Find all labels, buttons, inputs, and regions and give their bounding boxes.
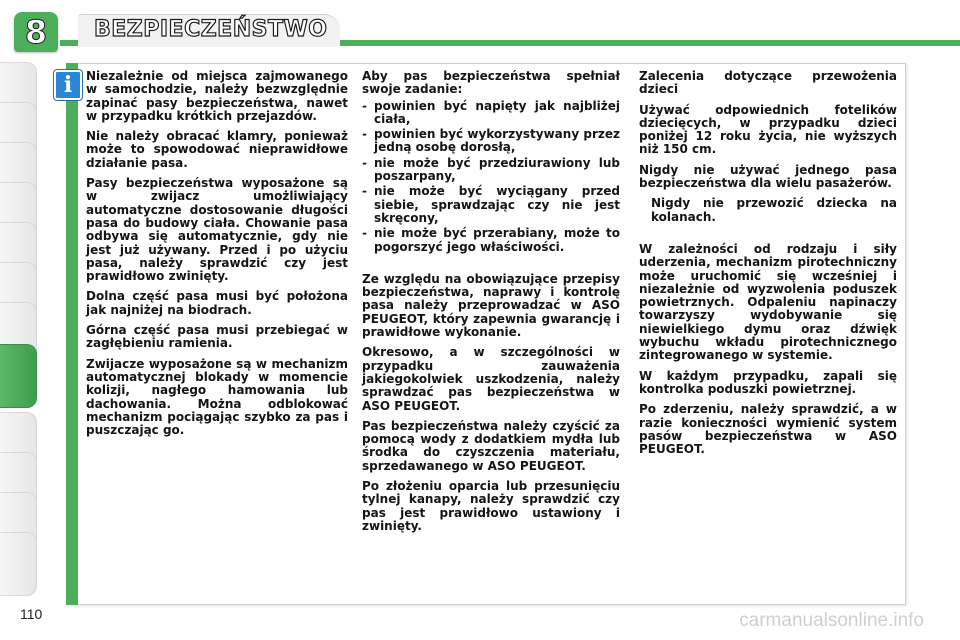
paragraph: Pasy bezpieczeństwa wyposażone są w zwijacz umożliwiający automatyczne dostosowanie długości pasa do budowy ciała. Chowanie pasa odbywa się automatycznie, gdy nie jest już używany. Przed i po użyciu pasa, należy sprawdzić czy jest prawidłowo zwinięty. [86, 176, 348, 284]
paragraph: Używać odpowiednich fotelików dziecięcych, w przypadku dzieci poniżej 12 roku życia, nie wyższych niż 150 cm. [639, 102, 897, 157]
page-title: BEZPIECZEŃSTWO [94, 17, 328, 42]
paragraph: Nigdy nie używać jednego pasa bezpieczeństwa dla wielu pasażerów. [639, 162, 897, 191]
chapter-number: 8 [24, 13, 48, 51]
requirements-list [362, 100, 620, 254]
paragraph: Okresowo, a w szczególności w przypadku zauważenia jakiegokolwiek uszkodzenia, należy sprawdzać pas bezpieczeństwa w ASO PEUGEOT. [362, 345, 620, 413]
column-left [86, 70, 348, 444]
info-icon: i [54, 70, 82, 100]
info-strip [66, 63, 78, 605]
paragraph: W każdym przypadku, zapali się kontrolka poduszki powietrznej. [639, 368, 897, 396]
paragraph: Niezależnie od miejsca zajmowanego w samochodzie, należy bezwzględnie zapinać pasy bezpieczeństwa, nawet w przypadku krótkich przejazdów. [86, 69, 348, 123]
paragraph: Po złożeniu oparcia lub przesunięciu tylnej kanapy, należy sprawdzić czy pas jest prawidłowo ustawiony i zwinięty. [362, 479, 620, 533]
lead-rest: mechanizm pirotechniczny może uruchomić się wcześniej i niezależnie od wyzwolenia poduszek powietrznych. Odpaleniu napinaczy towarzyszy wydobywanie się niewielkiego dymu oraz dźwięk wybuchu wkładu pirotechnicznego zintegrowanego w systemie. [639, 255, 897, 363]
paragraph: Nigdy nie przewozić dziecka na kolanach. [651, 196, 897, 224]
paragraph: Ze względu na obowiązujące przepisy bezpieczeństwa, naprawy i kontrolę pasa należy przeprowadzać w ASO PEUGEOT, który zapewnia gwarancję i prawidłowe wykonanie. [362, 271, 620, 340]
paragraph: Zwijacze wyposażone są w mechanizm automatycznej blokady w momencie kolizji, nagłego hamowania lub dachowania. Można odblokować mechanizm pociągając szybko za pas i puszczając go. [86, 356, 348, 438]
chapter-badge [14, 12, 58, 52]
column-middle [362, 70, 620, 540]
list-item: - nie może być przedziurawiony lub poszarpany, [362, 157, 620, 184]
chapter-tab-active[interactable] [0, 344, 37, 408]
paragraph-pretensioner [639, 243, 897, 363]
list-item: - nie może być przerabiany, może to pogorszyć jego właściwości. [362, 227, 620, 254]
chapter-tab[interactable] [0, 532, 37, 596]
section-heading: Zalecenia dotyczące przewożenia dzieci [639, 69, 897, 97]
lead-phrase: W zależności od rodzaju i siły uderzenia, [639, 241, 897, 270]
paragraph: Dolna część pasa musi być położona jak najniżej na biodrach. [86, 289, 348, 317]
paragraph: Górna część pasa musi przebiegać w zagłębieniu ramienia. [86, 323, 348, 351]
list-item: - powinien być napięty jak najbliżej ciała, [362, 100, 620, 127]
paragraph: Nie należy obracać klamry, ponieważ może to spowodować nieprawidłowe działanie pasa. [86, 129, 348, 170]
column-right [639, 70, 897, 463]
list-intro: Aby pas bezpieczeństwa spełniał swoje zadanie: [362, 69, 620, 97]
list-item: - nie może być wyciągany przed siebie, sprawdzając czy nie jest skręcony, [362, 185, 620, 225]
page-number: 110 [20, 606, 43, 622]
paragraph: Pas bezpieczeństwa należy czyścić za pomocą wody z dodatkiem mydła lub środka do czyszczenia materiału, sprzedawanego w ASO PEUGEOT. [362, 418, 620, 473]
paragraph: Po zderzeniu, należy sprawdzić, a w razie konieczności wymienić system pasów bezpieczeństwa w ASO PEUGEOT. [639, 402, 897, 457]
watermark: carmanualsonline.info [739, 610, 924, 631]
list-item: - powinien być wykorzystywany przez jedną osobę dorosłą, [362, 128, 620, 155]
